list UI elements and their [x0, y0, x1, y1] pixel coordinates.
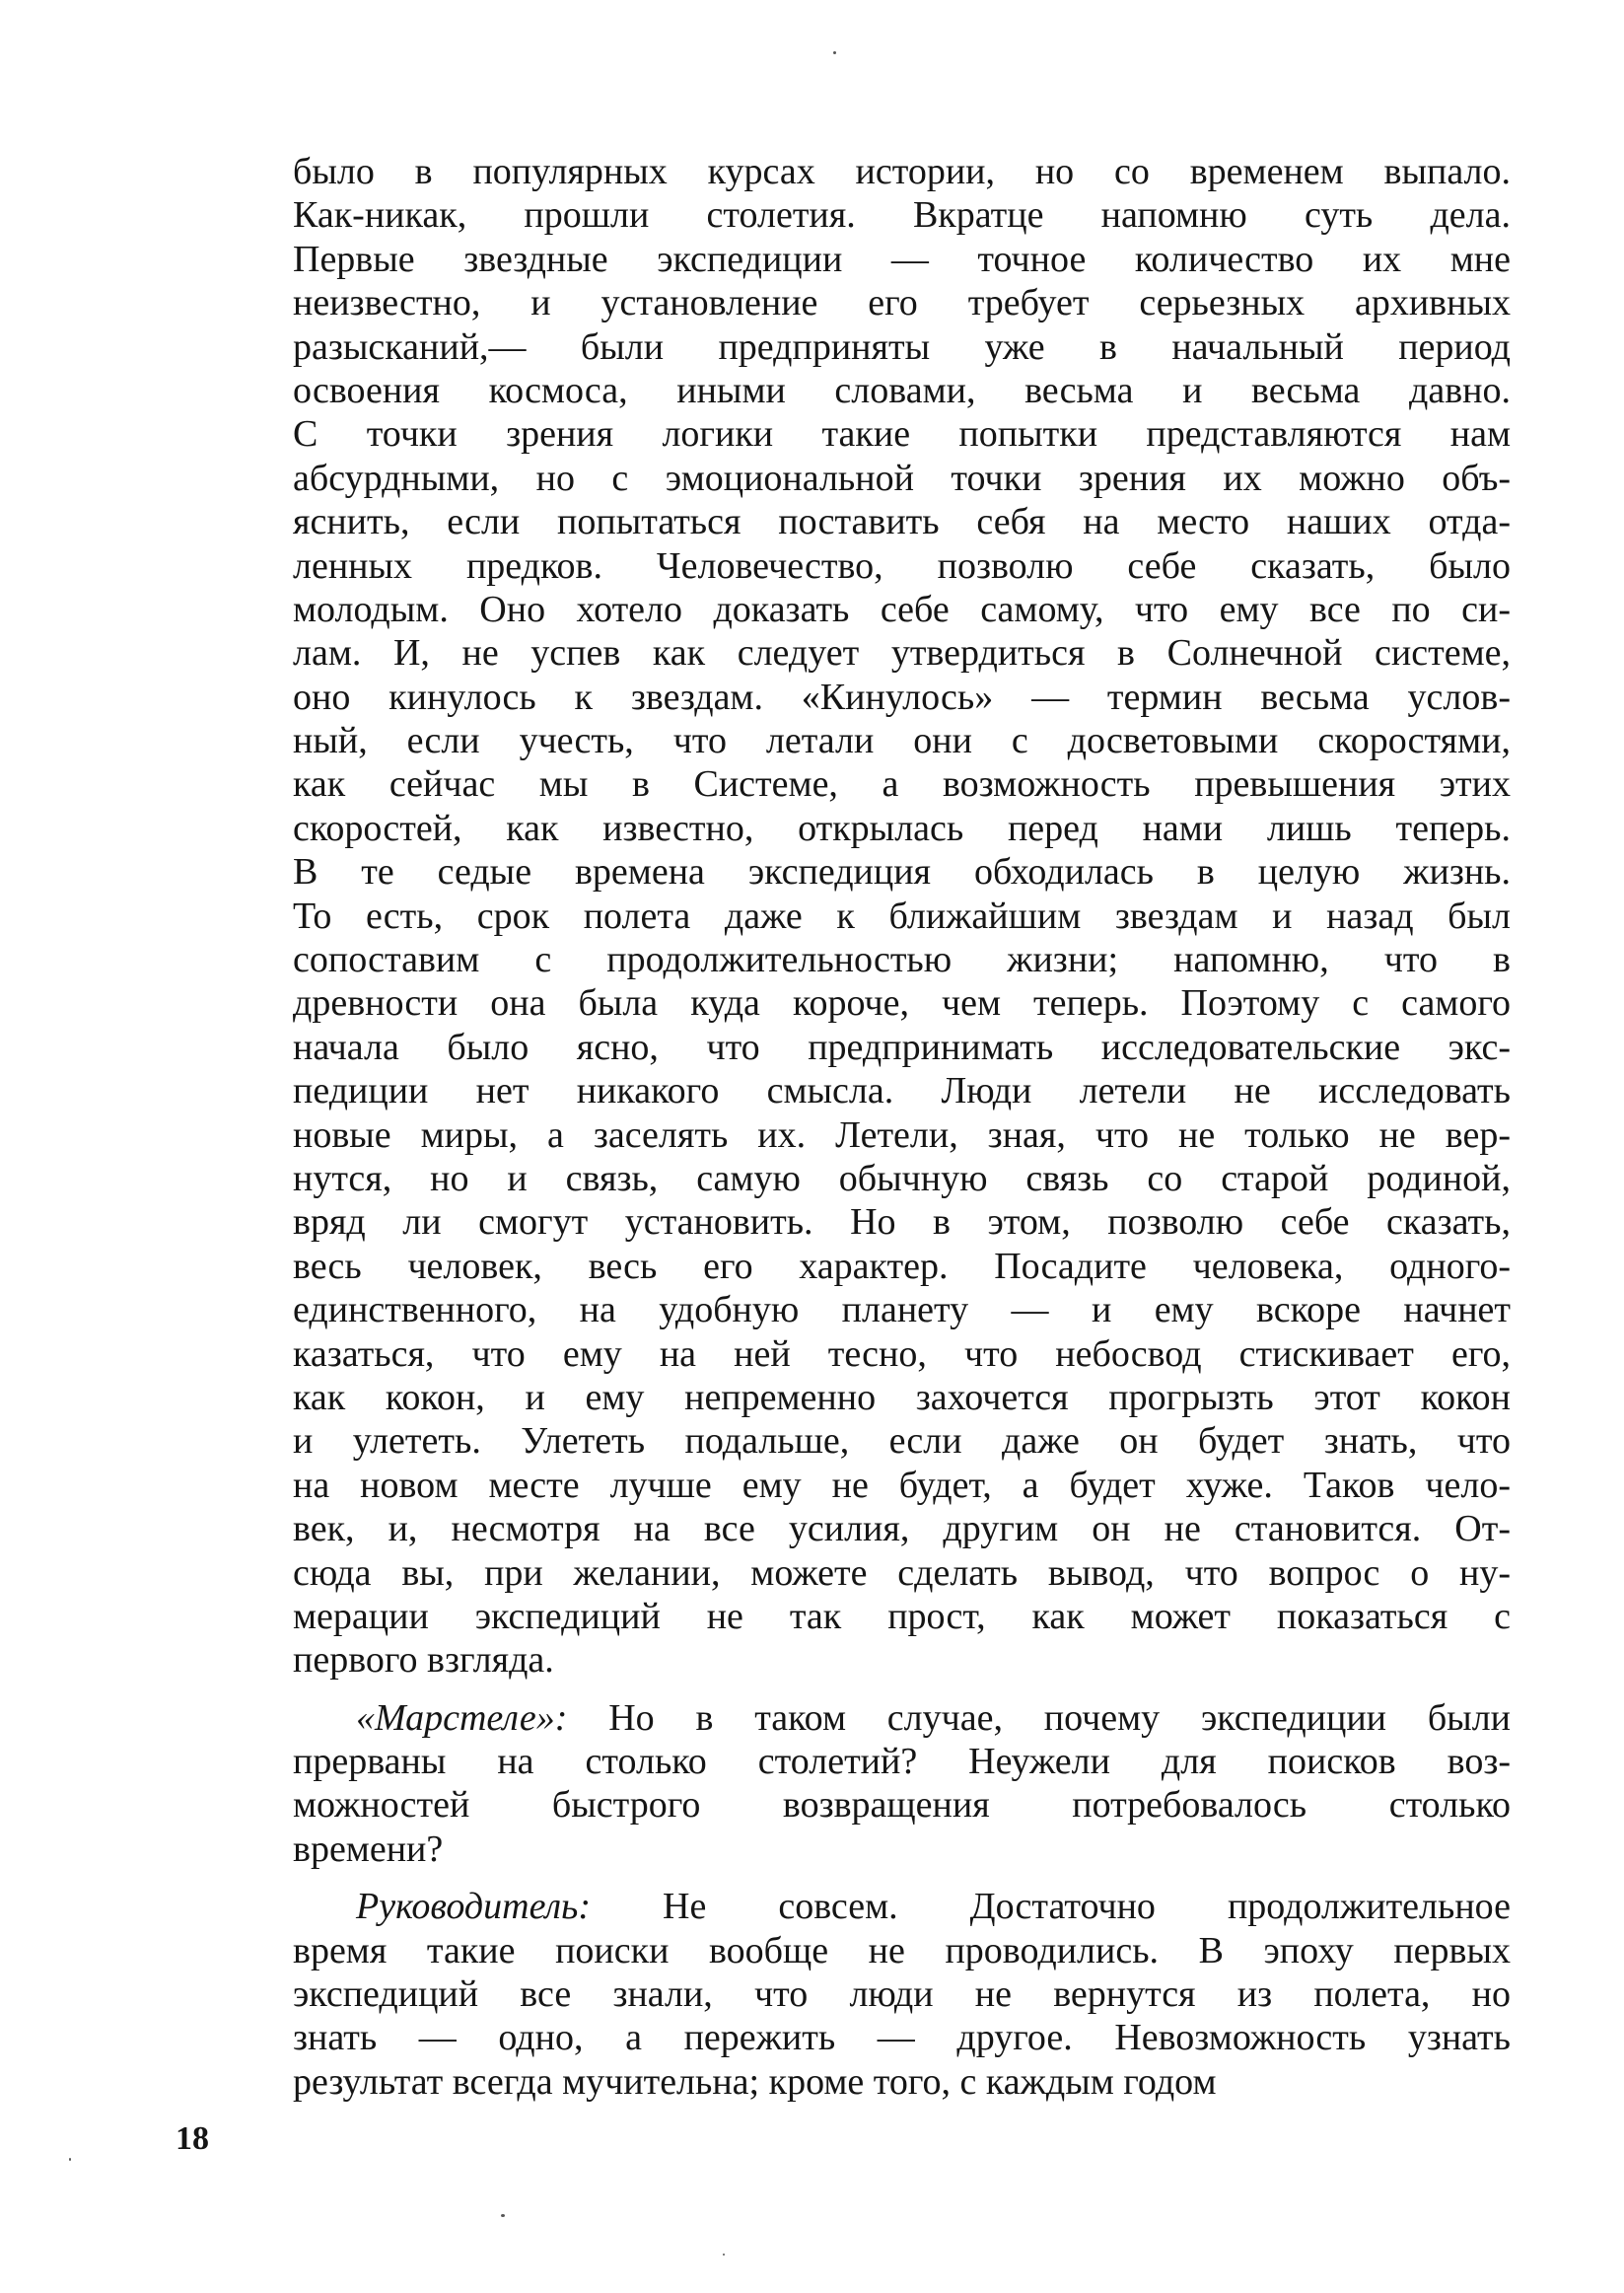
text-line — [293, 457, 1511, 500]
text-line-content: абсурдными, но с эмоциональной точки зрения их можно объ- — [293, 457, 1511, 499]
text-line — [293, 981, 1511, 1025]
text-line-content: древности она была куда короче, чем теперь. Поэтому с самого — [293, 982, 1511, 1025]
text-line-content: Первые звездные экспедиции — точное количество их мне — [293, 238, 1511, 280]
text-line — [293, 500, 1511, 543]
text-line — [293, 762, 1511, 806]
text-line-content: прерваны на столько столетий? Неужели для поисков воз- — [293, 1741, 1511, 1783]
text-line-content: первого взгляда. — [293, 1639, 554, 1682]
text-line-content: как кокон, и ему непременно захочется прогрызть этот кокон — [293, 1376, 1511, 1418]
text-line-content: времени? — [293, 1827, 444, 1870]
text-line-content: То есть, срок полета даже к ближайшим звездам и назад был — [293, 895, 1511, 937]
text-line-content: неизвестно, и установление его требует серьезных архивных — [293, 282, 1511, 324]
text-line-content: Не совсем. Достаточно продолжительное — [591, 1886, 1511, 1928]
text-line-content: ленных предков. Человечество, позволю себе сказать, было — [293, 544, 1511, 587]
text-line-content: можностей быстрого возвращения потребовалось столько — [293, 1784, 1511, 1827]
text-line — [293, 1827, 1511, 1871]
speaker-label: «Марстеле»: — [356, 1696, 568, 1739]
text-line-content: весь человек, весь его характер. Посадите человека, одного- — [293, 1245, 1511, 1287]
text-line — [293, 631, 1511, 675]
text-line-content: оно кинулось к звездам. «Кинулось» — термин весьма услов- — [293, 676, 1511, 718]
paragraph-gap — [293, 1871, 1511, 1885]
text-line-content: ный, если учесть, что летали они с досветовыми скоростями, — [293, 720, 1511, 762]
text-line — [293, 1595, 1511, 1638]
text-line — [293, 1464, 1511, 1507]
text-line-content: знать — одно, а пережить — другое. Невозможность узнать — [293, 2017, 1511, 2059]
text-line-content: мерации экспедиций не так прост, как может показаться с — [293, 1595, 1511, 1637]
text-line-content: экспедиций все знали, что люди не вернутся из полета, но — [293, 1973, 1511, 2016]
text-line-content: как сейчас мы в Системе, а возможность превышения этих — [293, 763, 1511, 806]
text-line — [293, 1929, 1511, 1972]
text-line-content: сопоставим с продолжительностью жизни; напомню, что в — [293, 939, 1511, 981]
text-line-content: С точки зрения логики такие попытки представляются нам — [293, 413, 1511, 456]
text-line-content: и улететь. Улететь подальше, если даже он будет знать, что — [293, 1420, 1511, 1463]
text-line — [293, 1638, 1511, 1682]
text-line — [293, 1551, 1511, 1595]
text-line — [293, 588, 1511, 631]
text-line — [293, 1157, 1511, 1200]
text-line — [293, 1783, 1511, 1827]
text-line-content: яснить, если попытаться поставить себя на место наших отда- — [293, 501, 1511, 543]
text-line — [293, 544, 1511, 588]
text-line — [293, 1200, 1511, 1244]
text-line — [293, 238, 1511, 281]
text-line-content: Как-никак, прошли столетия. Вкратце напомню суть дела. — [293, 194, 1511, 237]
text-line-content: лам. И, не успев как следует утвердиться в Солнечной системе, — [293, 632, 1511, 675]
text-line — [293, 807, 1511, 850]
page-number: 18 — [176, 2120, 209, 2157]
text-line — [293, 150, 1511, 193]
speaker-label: Руководитель: — [356, 1886, 592, 1928]
text-line — [293, 1332, 1511, 1376]
text-line — [293, 1245, 1511, 1288]
text-line — [293, 1972, 1511, 2016]
text-line — [293, 412, 1511, 456]
text-line — [293, 1376, 1511, 1419]
text-line-content: освоения космоса, иными словами, весьма и весьма давно. — [293, 369, 1511, 411]
scan-speck — [833, 51, 836, 54]
text-line — [293, 1885, 1511, 1928]
text-line-content: педиции нет никакого смысла. Люди летели не исследовать — [293, 1070, 1511, 1112]
text-line — [293, 1419, 1511, 1463]
text-line — [293, 369, 1511, 412]
body-text — [293, 150, 1511, 2104]
text-line-content: на новом месте лучше ему не будет, а будет хуже. Таков чело- — [293, 1464, 1511, 1506]
text-line-content: начала было ясно, что предпринимать исследовательские экс- — [293, 1026, 1511, 1068]
text-line-content: век, и, несмотря на все усилия, другим он не становится. От- — [293, 1508, 1511, 1550]
scan-speck — [723, 2254, 725, 2256]
paragraph-gap — [293, 1683, 1511, 1696]
text-line-content: единственного, на удобную планету — и ему вскоре начнет — [293, 1289, 1511, 1331]
text-line — [293, 895, 1511, 938]
text-line-content: сюда вы, при желании, можете сделать вывод, что вопрос о ну- — [293, 1551, 1511, 1594]
text-line — [293, 1740, 1511, 1783]
text-line — [293, 676, 1511, 719]
scan-speck — [501, 2214, 505, 2217]
text-line — [293, 1026, 1511, 1069]
text-line — [293, 1507, 1511, 1550]
text-line — [293, 1288, 1511, 1331]
text-line-content: разысканий,— были предприняты уже в начальный период — [293, 325, 1511, 368]
text-line — [293, 719, 1511, 762]
scan-speck — [69, 2158, 71, 2161]
text-line-content: было в популярных курсах истории, но со временем выпало. — [293, 151, 1511, 192]
text-line — [293, 938, 1511, 981]
text-line-content: результат всегда мучительна; кроме того, с каждым годом — [293, 2060, 1217, 2103]
text-line — [293, 2060, 1511, 2104]
text-line-content: казаться, что ему на ней тесно, что небосвод стискивает его, — [293, 1332, 1511, 1375]
text-line — [293, 281, 1511, 324]
text-line — [293, 325, 1511, 369]
text-line-content: вряд ли смогут установить. Но в этом, позволю себе сказать, — [293, 1201, 1511, 1244]
text-line — [293, 850, 1511, 894]
text-line — [293, 1113, 1511, 1157]
text-line — [293, 1696, 1511, 1740]
text-line — [293, 2016, 1511, 2059]
text-line-content: молодым. Оно хотело доказать себе самому, что ему все по си- — [293, 588, 1511, 630]
text-line-content: В те седые времена экспедиция обходилась в целую жизнь. — [293, 851, 1511, 894]
text-line — [293, 1069, 1511, 1112]
text-line-content: скоростей, как известно, открылась перед нами лишь теперь. — [293, 807, 1511, 849]
text-line — [293, 193, 1511, 237]
text-line-content: время такие поиски вообще не проводились. В эпоху первых — [293, 1929, 1511, 1971]
text-line-content: Но в таком случае, почему экспедиции были — [567, 1696, 1511, 1739]
text-line-content: новые миры, а заселять их. Летели, зная, что не только не вер- — [293, 1113, 1511, 1156]
text-line-content: нутся, но и связь, самую обычную связь со старой родиной, — [293, 1157, 1511, 1199]
